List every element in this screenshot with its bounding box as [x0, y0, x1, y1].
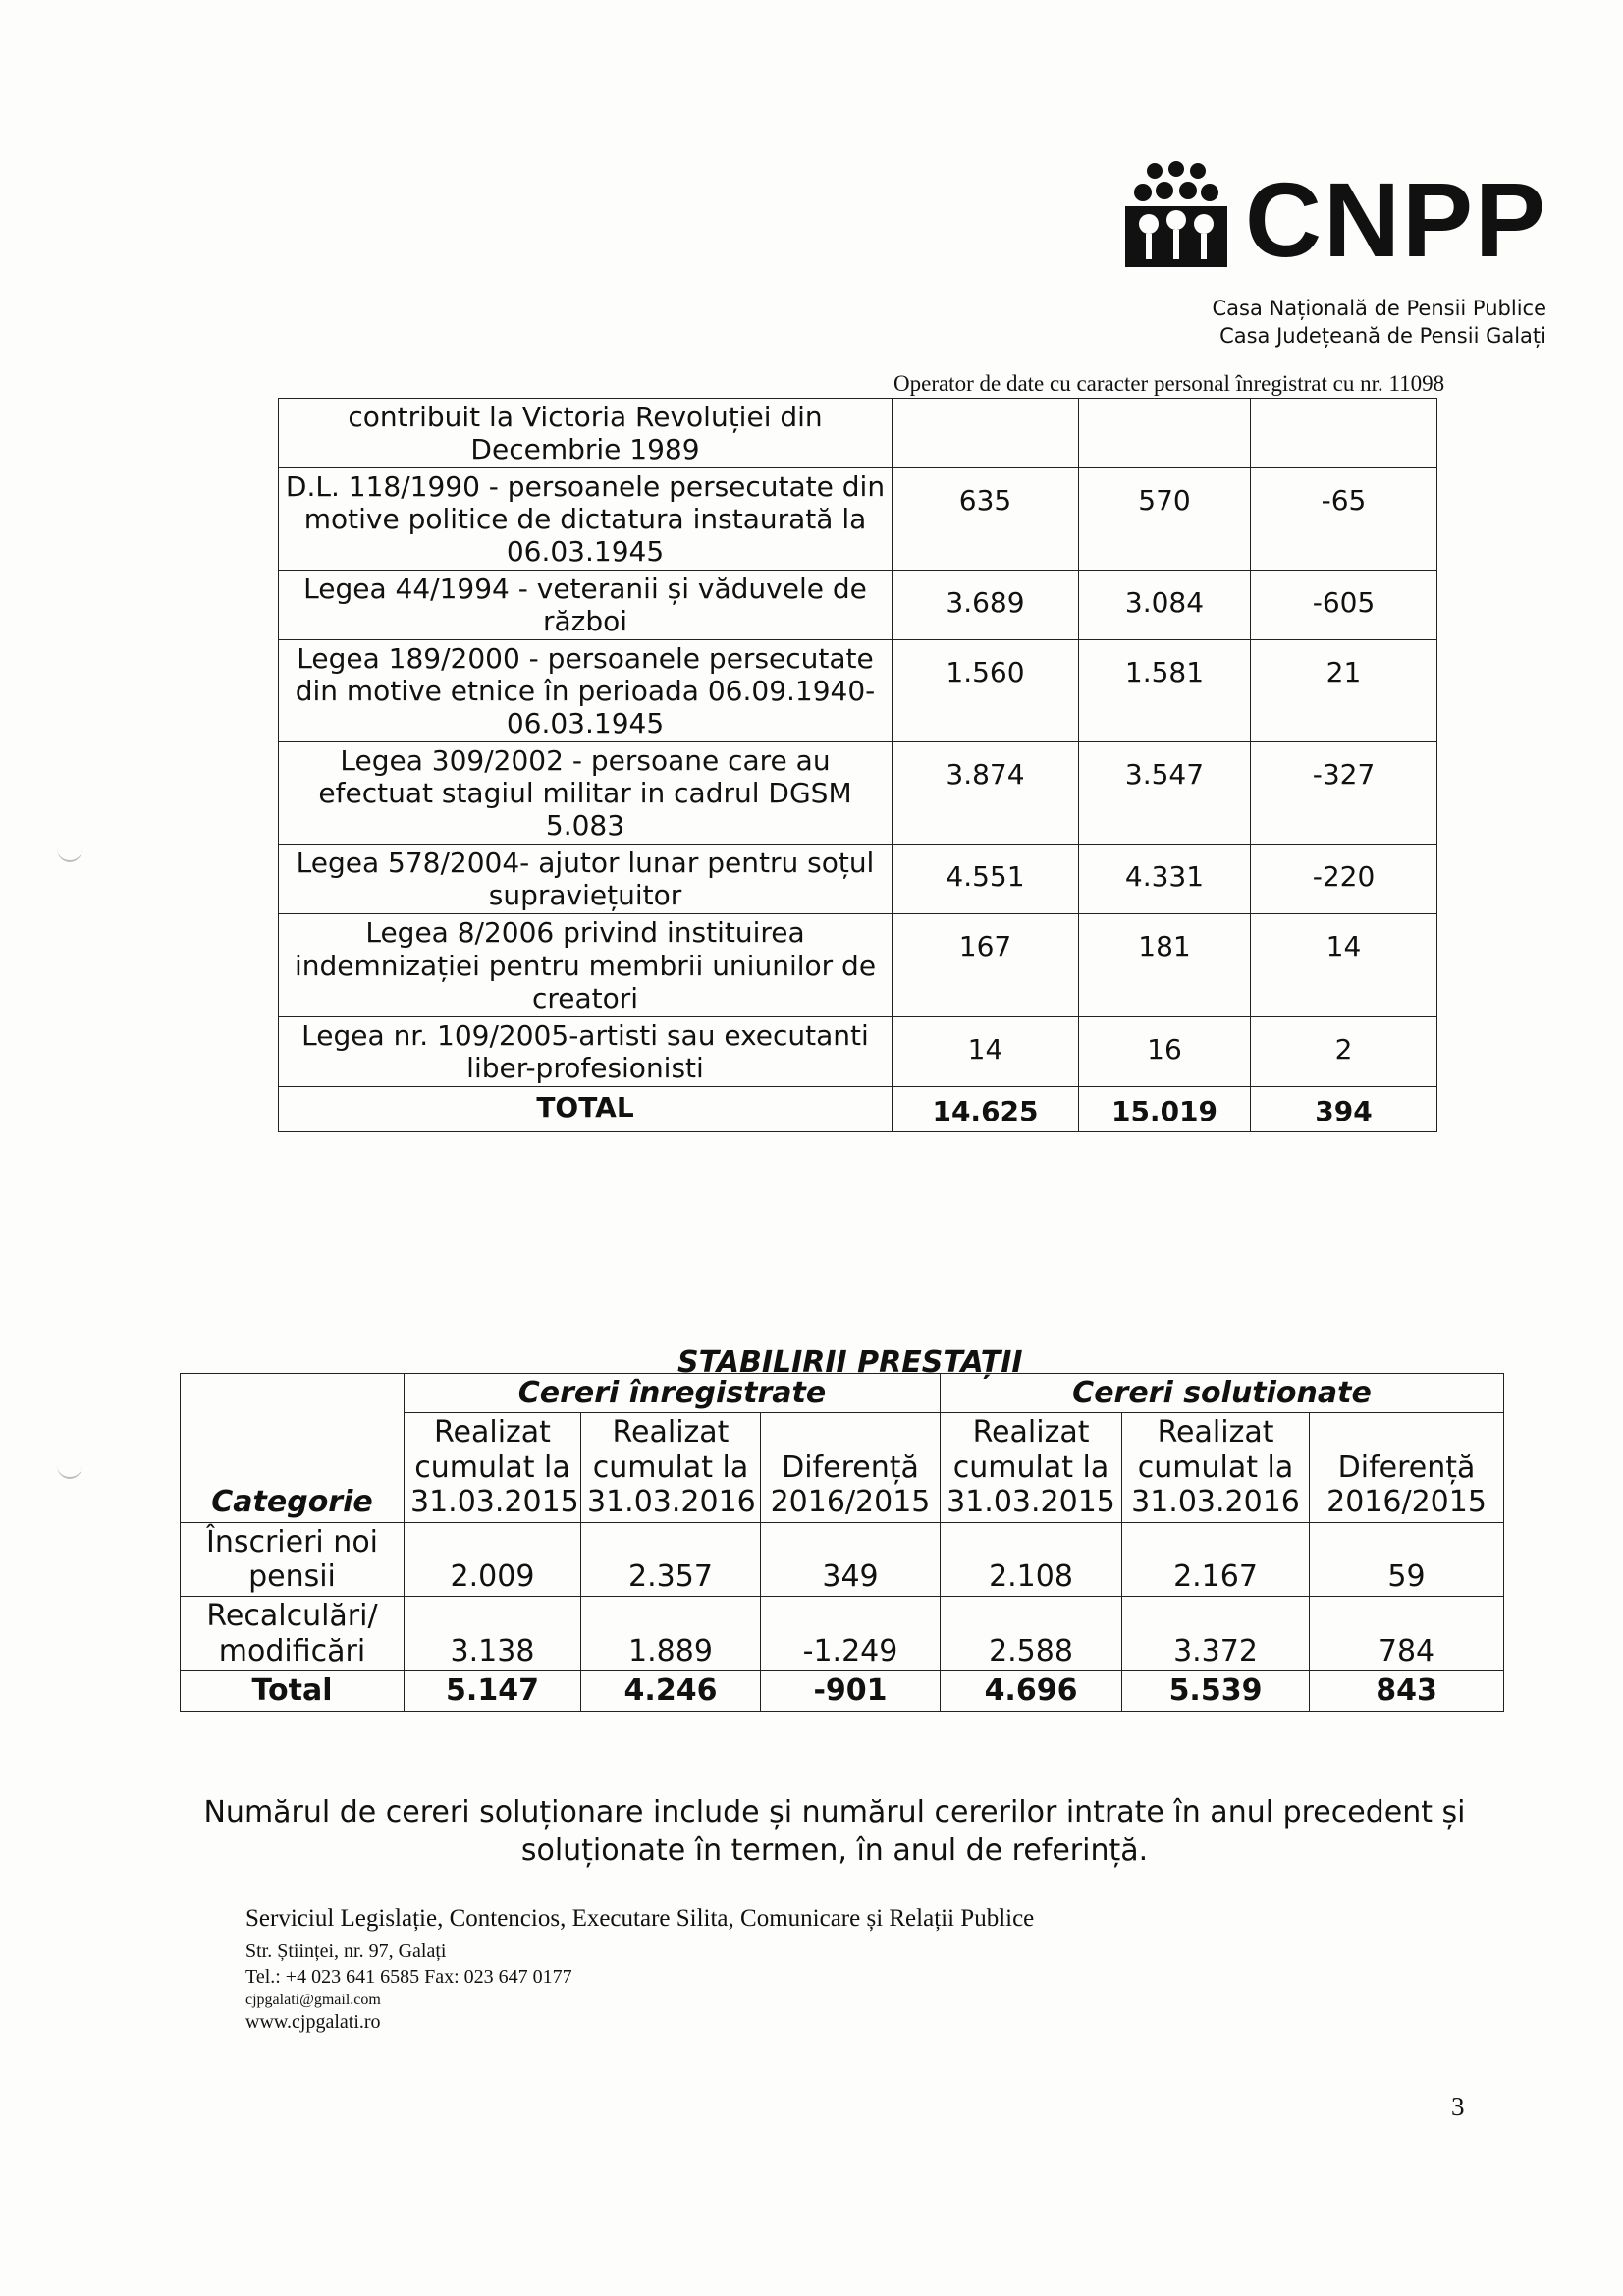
total-value: 5.147 — [405, 1671, 581, 1711]
punch-hole-mark — [57, 835, 82, 862]
table-row — [279, 845, 1437, 914]
total-value: 4.246 — [581, 1671, 761, 1711]
footer-website: www.cjpgalati.ro — [245, 2011, 381, 2033]
total-value: 5.539 — [1122, 1671, 1310, 1711]
table-total-row — [279, 1086, 1437, 1131]
cell-value: -65 — [1251, 468, 1437, 571]
cell-value: 16 — [1079, 1016, 1251, 1086]
cell-value: 14 — [1251, 914, 1437, 1016]
total-value: 843 — [1310, 1671, 1504, 1711]
table-row — [279, 640, 1437, 742]
cell-value: 2.108 — [941, 1522, 1122, 1597]
footer-email: cjpgalati@gmail.com — [245, 1992, 381, 2008]
column-header: Realizat cumulat la 31.03.2016 — [1122, 1413, 1310, 1522]
total-label: Total — [181, 1671, 405, 1711]
cell-value — [1251, 399, 1437, 468]
group-header-row — [181, 1374, 1504, 1413]
table-row — [279, 914, 1437, 1016]
cell-value: -1.249 — [761, 1597, 941, 1671]
pension-categories-table — [278, 398, 1437, 1132]
row-label: Recalculări/ modificări — [181, 1597, 405, 1671]
table-row — [279, 399, 1437, 468]
total-value: 4.696 — [941, 1671, 1122, 1711]
cell-value: 570 — [1079, 468, 1251, 571]
cell-value: 167 — [893, 914, 1079, 1016]
table-total-row — [181, 1671, 1504, 1711]
group-header-solved: Cereri solutionate — [941, 1374, 1504, 1413]
cell-value: -220 — [1251, 845, 1437, 914]
section-title: STABILIRII PRESTAȚII — [677, 1345, 1023, 1380]
cell-value: 635 — [893, 468, 1079, 571]
cnpp-logo-icon — [1117, 157, 1235, 275]
footer-phone-fax: Tel.: +4 023 641 6585 Fax: 023 647 0177 — [245, 1966, 572, 1988]
total-label: TOTAL — [279, 1086, 893, 1131]
cell-value: 3.372 — [1122, 1597, 1310, 1671]
cell-value: 181 — [1079, 914, 1251, 1016]
cell-value: 349 — [761, 1522, 941, 1597]
cell-value: 2.009 — [405, 1522, 581, 1597]
cell-value — [893, 399, 1079, 468]
table-row — [181, 1522, 1504, 1597]
cell-value: 14 — [893, 1016, 1079, 1086]
table-row — [279, 742, 1437, 845]
row-label: Înscrieri noi pensii — [181, 1522, 405, 1597]
table-row — [279, 1016, 1437, 1086]
column-header: Realizat cumulat la 31.03.2016 — [581, 1413, 761, 1522]
row-label: Legea 44/1994 - veteranii și văduvele de război — [279, 571, 893, 640]
total-value: 14.625 — [893, 1086, 1079, 1131]
total-value: -901 — [761, 1671, 941, 1711]
operator-registration-line: Operator de date cu caracter personal înregistrat cu nr. 11098 — [893, 371, 1445, 396]
cell-value: 3.689 — [893, 571, 1079, 640]
footer-department: Serviciul Legislație, Contencios, Executare Silita, Comunicare și Relații Publice — [245, 1905, 1035, 1932]
logo-text: CNPP — [1245, 160, 1548, 279]
cell-value: -327 — [1251, 742, 1437, 845]
cell-value: 1.560 — [893, 640, 1079, 742]
row-label: Legea 309/2002 - persoane care au efectuat stagiul militar in cadrul DGSM 5.083 — [279, 742, 893, 845]
cell-value: 2 — [1251, 1016, 1437, 1086]
column-header: Diferență 2016/2015 — [1310, 1413, 1504, 1522]
row-label: Legea nr. 109/2005-artisti sau executanti liber-profesionisti — [279, 1016, 893, 1086]
footer-address: Str. Științei, nr. 97, Galați — [245, 1941, 447, 1962]
group-header-registered: Cereri înregistrate — [405, 1374, 941, 1413]
page-number: 3 — [1451, 2092, 1465, 2121]
cell-value: 4.551 — [893, 845, 1079, 914]
row-label: Legea 8/2006 privind instituirea indemnizației pentru membrii uniunilor de creatori — [279, 914, 893, 1016]
cell-value: 3.547 — [1079, 742, 1251, 845]
cell-value: 784 — [1310, 1597, 1504, 1671]
total-value: 15.019 — [1079, 1086, 1251, 1131]
row-label: Legea 189/2000 - persoanele persecutate din motive etnice în perioada 06.09.1940-06.03.1945 — [279, 640, 893, 742]
column-header: Diferență 2016/2015 — [761, 1413, 941, 1522]
cell-value: 1.889 — [581, 1597, 761, 1671]
org-name: Casa Națională de Pensii Publice — [1212, 297, 1546, 320]
cell-value: 2.167 — [1122, 1522, 1310, 1597]
cell-value: 4.331 — [1079, 845, 1251, 914]
cell-value: 3.138 — [405, 1597, 581, 1671]
row-label: D.L. 118/1990 - persoanele persecutate din motive politice de dictatura instaurată la 06.03.1945 — [279, 468, 893, 571]
cell-value: 1.581 — [1079, 640, 1251, 742]
benefits-requests-table — [180, 1373, 1504, 1712]
table-row — [279, 468, 1437, 571]
column-header: Realizat cumulat la 31.03.2015 — [405, 1413, 581, 1522]
cell-value: 3.084 — [1079, 571, 1251, 640]
punch-hole-mark — [57, 1451, 82, 1479]
cell-value: 2.357 — [581, 1522, 761, 1597]
column-header: Realizat cumulat la 31.03.2015 — [941, 1413, 1122, 1522]
total-value: 394 — [1251, 1086, 1437, 1131]
table-row — [279, 571, 1437, 640]
cell-value: 2.588 — [941, 1597, 1122, 1671]
cell-value: -605 — [1251, 571, 1437, 640]
table-row — [181, 1597, 1504, 1671]
cell-value: 59 — [1310, 1522, 1504, 1597]
footnote: Numărul de cereri soluționare include și numărul cererilor intrate în anul precedent și soluționate în termen, în anul de referință. — [203, 1795, 1466, 1868]
cell-value — [1079, 399, 1251, 468]
row-label: contribuit la Victoria Revoluției din Decembrie 1989 — [279, 399, 893, 468]
row-label: Legea 578/2004- ajutor lunar pentru soțul supraviețuitor — [279, 845, 893, 914]
cell-value: 21 — [1251, 640, 1437, 742]
category-header: Categorie — [181, 1374, 405, 1523]
org-subtitle: Casa Județeană de Pensii Galați — [1219, 324, 1546, 348]
cell-value: 3.874 — [893, 742, 1079, 845]
